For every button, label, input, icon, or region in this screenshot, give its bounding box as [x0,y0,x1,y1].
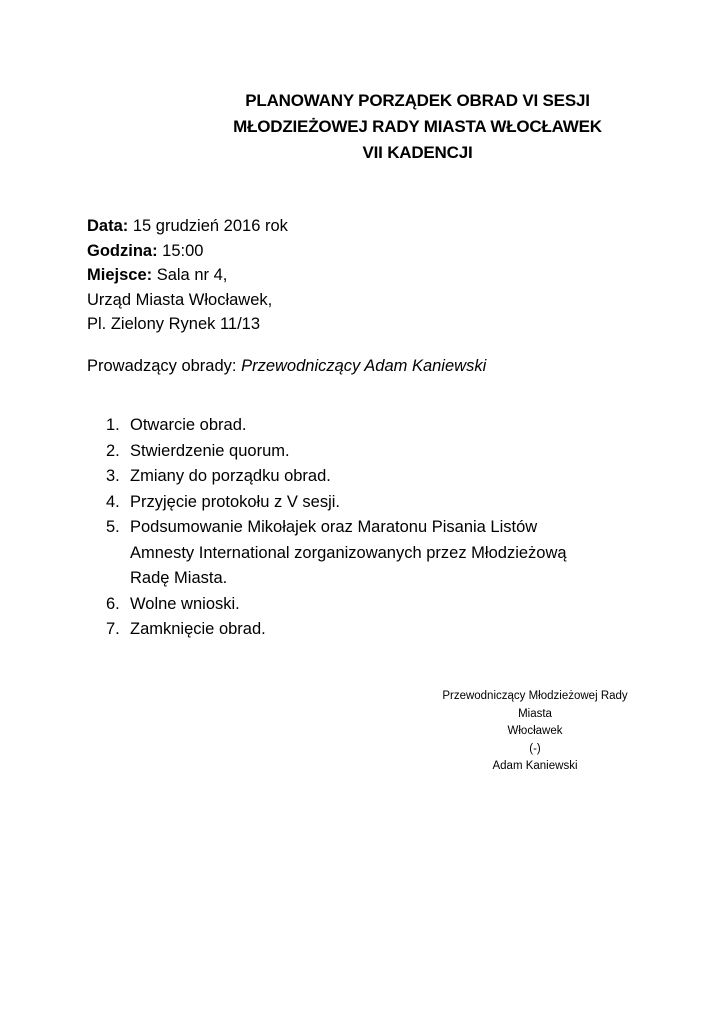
place-value: Sala nr 4, [152,266,228,284]
time-label: Godzina: [87,241,158,260]
agenda-text: Otwarcie obrad. [130,416,247,434]
agenda-number: 4. [106,492,120,511]
session-details [87,214,288,337]
agenda-item-1 [87,413,647,439]
signature-block [400,688,670,776]
title-line-2: MŁODZIEŻOWEJ RADY MIASTA WŁOCŁAWEK [233,117,602,136]
agenda-text-line-2: Amnesty International zorganizowanych przez Młodzieżową [130,543,567,562]
agenda-item-5 [87,515,647,592]
chairperson-line [87,354,486,378]
agenda-number: 3. [106,467,120,485]
place-line-2: Urząd Miasta Włocławek, [87,290,273,309]
date-value: 15 grudzień 2016 rok [128,217,288,235]
agenda-text: Zmiany do porządku obrad. [130,467,331,485]
agenda-text: Zamknięcie obrad. [130,620,266,638]
time-line [87,239,288,264]
place-line [87,263,288,288]
signature-line-2: Miasta [518,707,552,720]
agenda-list [87,413,647,643]
agenda-item-3 [87,464,647,490]
signature-line-3: Włocławek [507,725,563,737]
agenda-number: 1. [106,416,120,434]
agenda-text [130,515,647,592]
agenda-item-4 [87,490,647,516]
time-value: 15:00 [157,241,204,260]
signature-line-1: Przewodniczący Młodzieżowej Rady [442,690,628,702]
agenda-item-2 [87,439,647,465]
chairperson-name: Przewodniczący Adam Kaniewski [241,357,487,375]
signature-line-5: Adam Kaniewski [492,760,578,772]
agenda-text: Wolne wnioski. [130,594,240,613]
agenda-number: 6. [106,594,120,613]
agenda-item-7 [87,617,647,643]
title-line-1: PLANOWANY PORZĄDEK OBRAD VI SESJI [245,91,590,110]
title-line-3: VII KADENCJI [362,143,473,162]
place-line-3: Pl. Zielony Rynek 11/13 [87,315,261,333]
signature-line-4: (-) [529,742,541,755]
document-title [0,88,725,166]
agenda-number: 5. [106,518,120,536]
date-line [87,214,288,239]
agenda-text: Przyjęcie protokołu z V sesji. [130,492,340,511]
agenda-number: 2. [106,441,120,460]
agenda-text-line-1: Podsumowanie Mikołajek oraz Maratonu Pisania Listów [130,518,538,536]
chairperson-label: Prowadzący obrady: [87,357,242,375]
agenda-text: Stwierdzenie quorum. [130,441,290,460]
place-label: Miejsce: [87,266,153,284]
agenda-number: 7. [106,620,120,638]
agenda-item-6 [87,592,647,618]
agenda-text-line-3: Radę Miasta. [130,569,228,587]
date-label: Data: [87,217,129,235]
